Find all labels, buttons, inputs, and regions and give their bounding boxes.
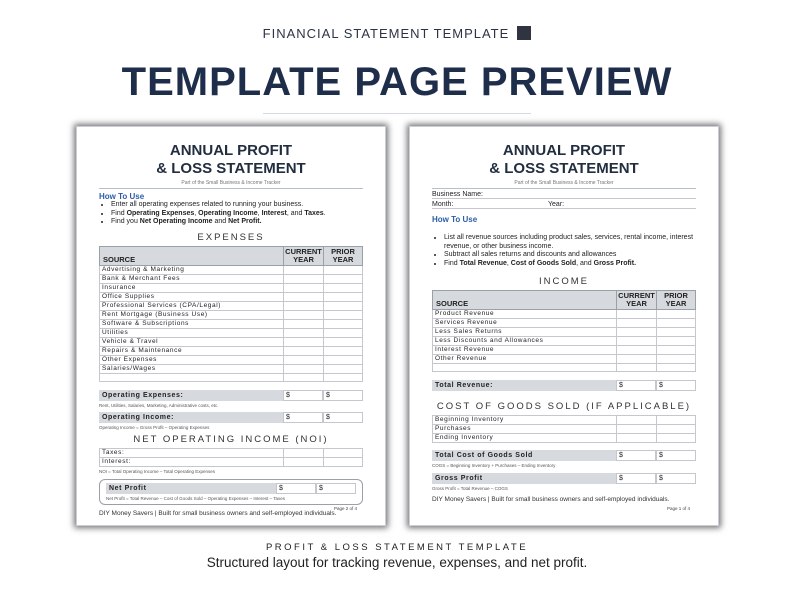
table-row bbox=[100, 346, 363, 355]
column-header: SOURCE bbox=[100, 246, 284, 265]
row-label: Repairs & Maintenance bbox=[100, 346, 284, 355]
formula-note: Net Profit = Total Revenue – Cost of Goods Sold – Operating Expenses – Interest – Taxes bbox=[106, 495, 286, 501]
table-row bbox=[100, 337, 363, 346]
divider bbox=[263, 113, 531, 114]
table-row bbox=[433, 337, 696, 346]
business-name-field[interactable]: Business Name: bbox=[432, 189, 696, 199]
month-field[interactable]: Month: bbox=[432, 201, 454, 208]
table-row bbox=[433, 355, 696, 364]
year-field[interactable]: Year: bbox=[548, 201, 565, 208]
amount-cell[interactable] bbox=[324, 310, 363, 319]
row-label: Vehicle & Travel bbox=[100, 337, 284, 346]
page-subtitle: Part of the Small Business & Income Tracker bbox=[514, 180, 614, 186]
bottom-subtitle: Structured layout for tracking revenue, expenses, and net profit. bbox=[206, 555, 588, 570]
list-item: • Find Operating Expenses, Operating Income, Interest, and Taxes. bbox=[111, 210, 363, 219]
amount-field[interactable]: $ bbox=[323, 412, 363, 423]
amount-field[interactable]: $ bbox=[616, 473, 656, 484]
table-row bbox=[100, 364, 363, 373]
list-item: • Find Total Revenue, Cost of Goods Sold, and Gross Profit. bbox=[444, 260, 696, 269]
amount-cell[interactable] bbox=[657, 364, 696, 372]
amount-cell[interactable] bbox=[617, 434, 657, 443]
amount-cell[interactable] bbox=[324, 346, 363, 355]
section-title: EXPENSES bbox=[197, 231, 265, 243]
row-label: Other Revenue bbox=[433, 355, 617, 364]
amount-cell[interactable] bbox=[617, 364, 657, 372]
row-label: Advertising & Marketing bbox=[100, 265, 284, 274]
instructions-list bbox=[444, 234, 696, 268]
amount-cell[interactable] bbox=[324, 373, 363, 381]
cogs-table bbox=[432, 415, 696, 443]
amount-field[interactable]: $ bbox=[656, 380, 696, 391]
column-header: CURRENT YEAR bbox=[285, 246, 322, 264]
formula-note: Operating Income = Gross Profit – Operating Expenses bbox=[99, 424, 210, 430]
row-label: Ending Inventory bbox=[433, 434, 617, 443]
operating-income-row: Operating Income: $ $ bbox=[99, 412, 363, 423]
net-profit-row: Net Profit $ $ bbox=[106, 483, 356, 494]
amount-cell[interactable] bbox=[617, 346, 657, 355]
row-label: Salaries/Wages bbox=[100, 364, 284, 373]
total-revenue-row: Total Revenue: $ $ bbox=[432, 380, 696, 391]
noi-table bbox=[99, 448, 363, 467]
howto-heading: How To Use bbox=[99, 192, 145, 201]
amount-cell[interactable] bbox=[617, 328, 657, 337]
amount-field[interactable]: $ bbox=[656, 450, 696, 461]
page-footer: DIY Money Savers | Built for small business owners and self-employed individuals. bbox=[432, 496, 670, 504]
table-row bbox=[100, 373, 363, 381]
net-profit-box bbox=[99, 479, 363, 505]
row-label bbox=[433, 364, 617, 372]
amount-cell[interactable] bbox=[324, 274, 363, 283]
amount-cell[interactable] bbox=[324, 355, 363, 364]
gross-profit-row: Gross Profit $ $ bbox=[432, 473, 696, 484]
amount-cell[interactable] bbox=[284, 265, 324, 274]
row-label: Professional Services (CPA/Legal) bbox=[100, 301, 284, 310]
table-row bbox=[100, 355, 363, 364]
table-row bbox=[433, 346, 696, 355]
section-title: NET OPERATING INCOME (NOI) bbox=[133, 433, 329, 445]
amount-cell[interactable] bbox=[324, 292, 363, 301]
section-title: INCOME bbox=[539, 276, 589, 287]
table-row bbox=[433, 310, 696, 319]
amount-cell[interactable] bbox=[324, 364, 363, 373]
amount-cell[interactable] bbox=[617, 319, 657, 328]
amount-cell[interactable] bbox=[657, 346, 696, 355]
table-row bbox=[100, 310, 363, 319]
amount-cell[interactable] bbox=[657, 337, 696, 346]
page-footer: DIY Money Savers | Built for small business owners and self-employed individuals. bbox=[99, 509, 337, 517]
amount-cell[interactable] bbox=[657, 425, 696, 434]
table-row bbox=[433, 319, 696, 328]
headline: TEMPLATE PAGE PREVIEW bbox=[121, 60, 673, 104]
table-row bbox=[100, 292, 363, 301]
square-icon bbox=[517, 26, 531, 40]
amount-cell[interactable] bbox=[657, 355, 696, 364]
table-row bbox=[433, 425, 696, 434]
table-row bbox=[433, 328, 696, 337]
formula-note: NOI = Total Operating Income – Total Operating Expenses bbox=[99, 468, 216, 474]
amount-field[interactable]: $ bbox=[616, 380, 656, 391]
page-number: Page 2 of 4 bbox=[333, 506, 357, 511]
page-title: ANNUAL PROFIT & LOSS STATEMENT bbox=[489, 142, 639, 177]
top-label: FINANCIAL STATEMENT TEMPLATE bbox=[0, 26, 794, 41]
list-item: • Subtract all sales returns and discounts and allowances bbox=[444, 251, 696, 260]
table-row bbox=[433, 364, 696, 372]
table-row bbox=[100, 301, 363, 310]
amount-field[interactable] bbox=[284, 457, 324, 466]
amount-field[interactable] bbox=[324, 448, 363, 457]
row-label: Interest Revenue bbox=[433, 346, 617, 355]
amount-cell[interactable] bbox=[284, 292, 324, 301]
row-label: Insurance bbox=[100, 283, 284, 292]
table-row bbox=[100, 265, 363, 274]
row-label: Services Revenue bbox=[433, 319, 617, 328]
total-cogs-row: Total Cost of Goods Sold $ $ bbox=[432, 450, 696, 461]
amount-cell[interactable] bbox=[617, 355, 657, 364]
amount-cell[interactable] bbox=[284, 301, 324, 310]
formula-note: COGS = Beginning Inventory + Purchases – Ending Inventory bbox=[432, 463, 556, 469]
amount-cell[interactable] bbox=[284, 310, 324, 319]
row-label: Utilities bbox=[100, 328, 284, 337]
formula-note: Rent, Utilities, Salaries, Marketing, Administrative costs, etc. bbox=[99, 402, 219, 408]
instructions-list bbox=[111, 201, 363, 227]
amount-cell[interactable] bbox=[284, 328, 324, 337]
table-row bbox=[100, 274, 363, 283]
amount-cell[interactable] bbox=[324, 337, 363, 346]
amount-cell[interactable] bbox=[324, 265, 363, 274]
divider bbox=[99, 188, 363, 189]
expenses-table bbox=[99, 246, 363, 382]
list-item: • List all revenue sources including product sales, services, rental income, interest revenue, or other business income. bbox=[444, 234, 696, 251]
amount-field[interactable]: $ bbox=[316, 483, 356, 494]
amount-cell[interactable] bbox=[657, 310, 696, 319]
amount-cell[interactable] bbox=[657, 416, 696, 425]
table-row bbox=[433, 416, 696, 425]
row-label bbox=[100, 373, 284, 381]
row-label: Taxes: bbox=[100, 448, 284, 457]
list-item: • Enter all operating expenses related to running your business. bbox=[111, 201, 363, 210]
amount-cell[interactable] bbox=[324, 301, 363, 310]
amount-cell[interactable] bbox=[284, 346, 324, 355]
amount-cell[interactable] bbox=[284, 364, 324, 373]
amount-field[interactable]: $ bbox=[283, 412, 323, 423]
amount-cell[interactable] bbox=[617, 416, 657, 425]
column-header: CURRENT YEAR bbox=[618, 291, 655, 308]
page-number: Page 1 of 4 bbox=[666, 506, 690, 511]
list-item: • Find you Net Operating Income and Net Profit. bbox=[111, 218, 363, 227]
column-header: SOURCE bbox=[433, 291, 617, 310]
column-header: PRIOR YEAR bbox=[657, 291, 696, 310]
table-row bbox=[100, 328, 363, 337]
table-row bbox=[433, 434, 696, 443]
amount-field[interactable] bbox=[324, 457, 363, 466]
operating-expenses-row: Operating Expenses: $ $ bbox=[99, 390, 363, 401]
amount-cell[interactable] bbox=[617, 337, 657, 346]
table-row bbox=[100, 319, 363, 328]
amount-cell[interactable] bbox=[324, 283, 363, 292]
formula-note: Gross Profit = Total Revenue – COGS bbox=[432, 486, 508, 492]
row-label: Less Discounts and Allowances bbox=[433, 337, 617, 346]
row-label: Purchases bbox=[433, 425, 617, 434]
amount-cell[interactable] bbox=[284, 319, 324, 328]
page-title: ANNUAL PROFIT & LOSS STATEMENT bbox=[156, 142, 306, 177]
amount-field[interactable] bbox=[284, 448, 324, 457]
income-table bbox=[432, 290, 696, 372]
amount-cell[interactable] bbox=[657, 319, 696, 328]
amount-field[interactable]: $ bbox=[283, 390, 323, 401]
amount-cell[interactable] bbox=[284, 274, 324, 283]
row-label: Other Expenses bbox=[100, 355, 284, 364]
amount-cell[interactable] bbox=[284, 373, 324, 381]
amount-cell[interactable] bbox=[284, 355, 324, 364]
bottom-label: PROFIT & LOSS STATEMENT TEMPLATE bbox=[265, 542, 529, 553]
amount-cell[interactable] bbox=[284, 283, 324, 292]
row-label: Product Revenue bbox=[433, 310, 617, 319]
row-label: Bank & Merchant Fees bbox=[100, 274, 284, 283]
page-preview-income bbox=[409, 126, 719, 526]
amount-field[interactable]: $ bbox=[323, 390, 363, 401]
page-subtitle: Part of the Small Business & Income Tracker bbox=[181, 180, 281, 186]
row-label: Rent Mortgage (Business Use) bbox=[100, 310, 284, 319]
amount-field[interactable]: $ bbox=[276, 483, 316, 494]
row-label: Office Supplies bbox=[100, 292, 284, 301]
amount-cell[interactable] bbox=[324, 328, 363, 337]
table-row bbox=[100, 283, 363, 292]
section-title: COST OF GOODS SOLD (IF APPLICABLE) bbox=[436, 401, 692, 413]
amount-field[interactable]: $ bbox=[616, 450, 656, 461]
row-label: Beginning Inventory bbox=[433, 416, 617, 425]
row-label: Software & Subscriptions bbox=[100, 319, 284, 328]
amount-cell[interactable] bbox=[617, 425, 657, 434]
row-label: Interest: bbox=[100, 457, 284, 466]
amount-cell[interactable] bbox=[284, 337, 324, 346]
date-fields bbox=[432, 199, 696, 209]
howto-heading: How To Use bbox=[432, 215, 478, 224]
amount-cell[interactable] bbox=[657, 434, 696, 443]
amount-cell[interactable] bbox=[324, 319, 363, 328]
row-label: Less Sales Returns bbox=[433, 328, 617, 337]
column-header: PRIOR YEAR bbox=[324, 246, 363, 265]
amount-cell[interactable] bbox=[617, 310, 657, 319]
amount-field[interactable]: $ bbox=[656, 473, 696, 484]
page-preview-expenses bbox=[76, 126, 386, 526]
amount-cell[interactable] bbox=[657, 328, 696, 337]
